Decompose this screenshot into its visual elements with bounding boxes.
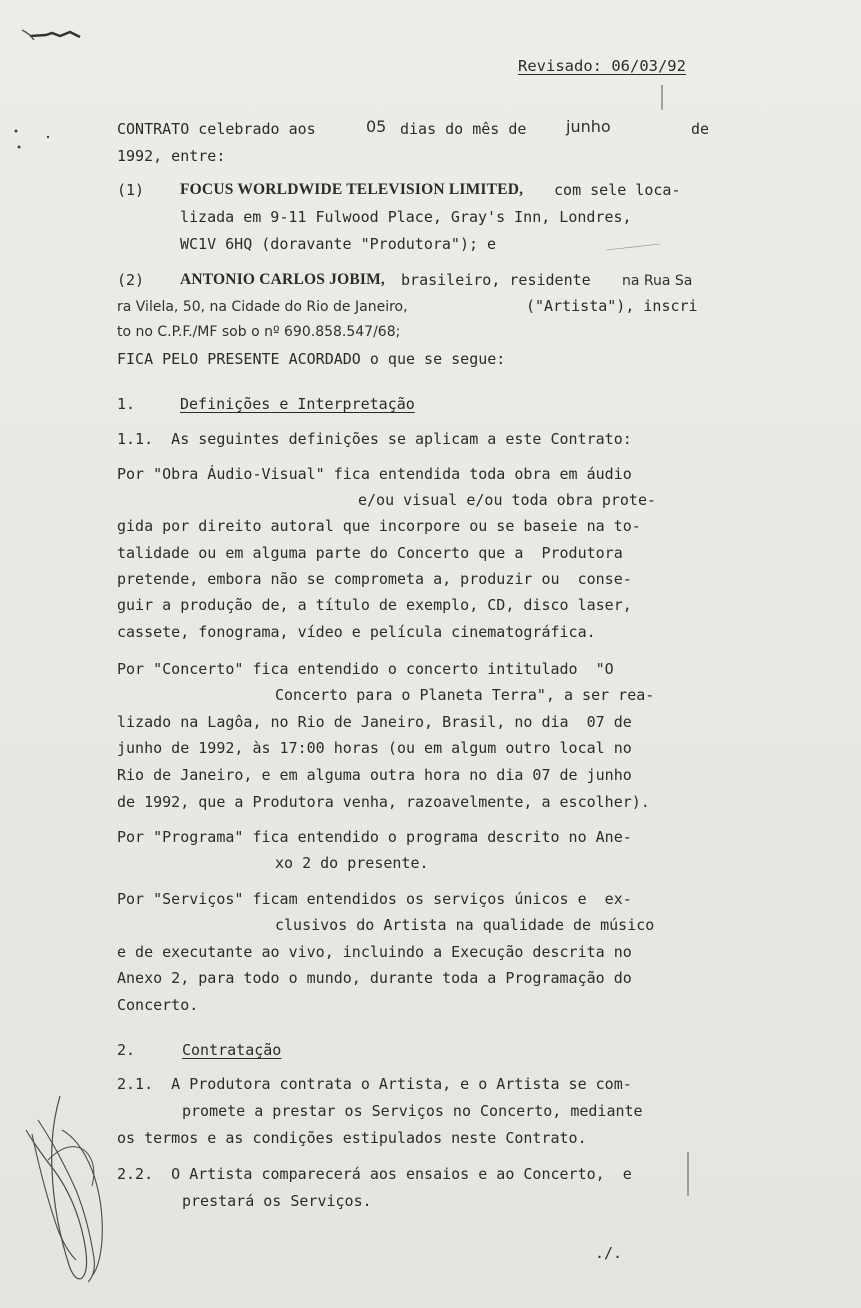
def-concerto-line: Por "Concerto" fica entendido o concerto intitulado "O [117, 660, 614, 678]
party-1-name: FOCUS WORLDWIDE TELEVISION LIMITED, [180, 181, 524, 198]
party-1-line-2: lizada em 9-11 Fulwood Place, Gray's Inn, Londres, [180, 208, 632, 226]
party-1-line-1: com sele loca- [545, 181, 681, 199]
intro-day: 05 [366, 117, 387, 136]
intro-line-1b: dias do mês de [400, 120, 527, 138]
section-2-number: 2. [117, 1041, 136, 1059]
clause-2-1-line: 2.1. A Produtora contrata o Artista, e o Artista se com- [117, 1075, 632, 1093]
revision-date: Revisado: 06/03/92 [518, 57, 686, 75]
def-servicos-line: Concerto. [117, 996, 199, 1014]
party-2-address-2: ra Vilela, 50, na Cidade do Rio de Janeiro, [117, 299, 408, 315]
intro-month: junho [566, 117, 611, 136]
party-1-number: (1) [117, 181, 145, 199]
def-servicos-line: clusivos do Artista na qualidade de músico [275, 916, 655, 934]
intro-line-1c: de [691, 120, 710, 138]
def-concerto-line: lizado na Lagôa, no Rio de Janeiro, Brasil, no dia 07 de [117, 713, 632, 731]
margin-line [606, 244, 660, 250]
clause-1-1: 1.1. As seguintes definições se aplicam a este Contrato: [117, 430, 632, 448]
section-1-title: Definições e Interpretação [180, 395, 415, 413]
party-2-number: (2) [117, 271, 145, 289]
clause-2-2-line: prestará os Serviços. [182, 1192, 372, 1210]
party-2-cpf: to no C.P.F./MF sob o nº 690.858.547/68; [117, 324, 401, 340]
clause-2-1-line: os termos e as condições estipulados neste Contrato. [117, 1129, 587, 1147]
def-obra-line: talidade ou em alguma parte do Concerto que a Produtora [117, 544, 623, 562]
party-2-address-1: na Rua Sa [622, 273, 693, 289]
party-2-name: ANTONIO CARLOS JOBIM, [180, 271, 386, 288]
def-obra-line: Por "Obra Áudio-Visual" fica entendida toda obra em áudio [117, 465, 632, 483]
intro-line-1a: CONTRATO celebrado aos [117, 120, 316, 138]
party-2-line-1: brasileiro, residente [392, 271, 591, 289]
agreement-line: FICA PELO PRESENTE ACORDADO o que se segue: [117, 350, 506, 368]
punch-dot [18, 146, 21, 149]
def-servicos-line: Anexo 2, para todo o mundo, durante toda a Programação do [117, 969, 632, 987]
def-concerto-line: junho de 1992, às 17:00 horas (ou em algum outro local no [117, 739, 632, 757]
party-2-line-2: ("Artista"), inscri [526, 297, 698, 315]
continuation-mark: ./. [595, 1244, 623, 1262]
intro-line-2: 1992, entre: [117, 147, 226, 165]
clause-2-2-line: 2.2. O Artista comparecerá aos ensaios e ao Concerto, e [117, 1165, 632, 1183]
def-servicos-line: e de executante ao vivo, incluindo a Execução descrita no [117, 943, 632, 961]
section-2-title: Contratação [182, 1041, 282, 1059]
punch-dot [15, 130, 18, 133]
def-concerto-line: de 1992, que a Produtora venha, razoavelmente, a escolher). [117, 793, 650, 811]
def-programa-line: Por "Programa" fica entendido o programa descrito no Ane- [117, 828, 632, 846]
party-1-line-3: WC1V 6HQ (doravante "Produtora"); e [180, 235, 497, 253]
def-obra-line: guir a produção de, a título de exemplo, CD, disco laser, [117, 596, 632, 614]
clause-2-1-line: promete a prestar os Serviços no Concerto, mediante [182, 1102, 643, 1120]
staple-mark [30, 32, 80, 37]
def-obra-line: e/ou visual e/ou toda obra prote- [358, 491, 657, 509]
signature-initials [18, 1090, 128, 1290]
def-obra-line: gida por direito autoral que incorpore ou se baseie na to- [117, 517, 641, 535]
punch-dot [47, 136, 49, 138]
def-concerto-line: Rio de Janeiro, e em alguma outra hora no dia 07 de junho [117, 766, 632, 784]
section-1-number: 1. [117, 395, 136, 413]
def-servicos-line: Por "Serviços" ficam entendidos os serviços únicos e ex- [117, 890, 632, 908]
def-obra-line: pretende, embora não se comprometa a, produzir ou conse- [117, 570, 632, 588]
def-concerto-line: Concerto para o Planeta Terra", a ser rea- [275, 686, 655, 704]
def-programa-line: xo 2 do presente. [275, 854, 429, 872]
def-obra-line: cassete, fonograma, vídeo e película cinematográfica. [117, 623, 596, 641]
